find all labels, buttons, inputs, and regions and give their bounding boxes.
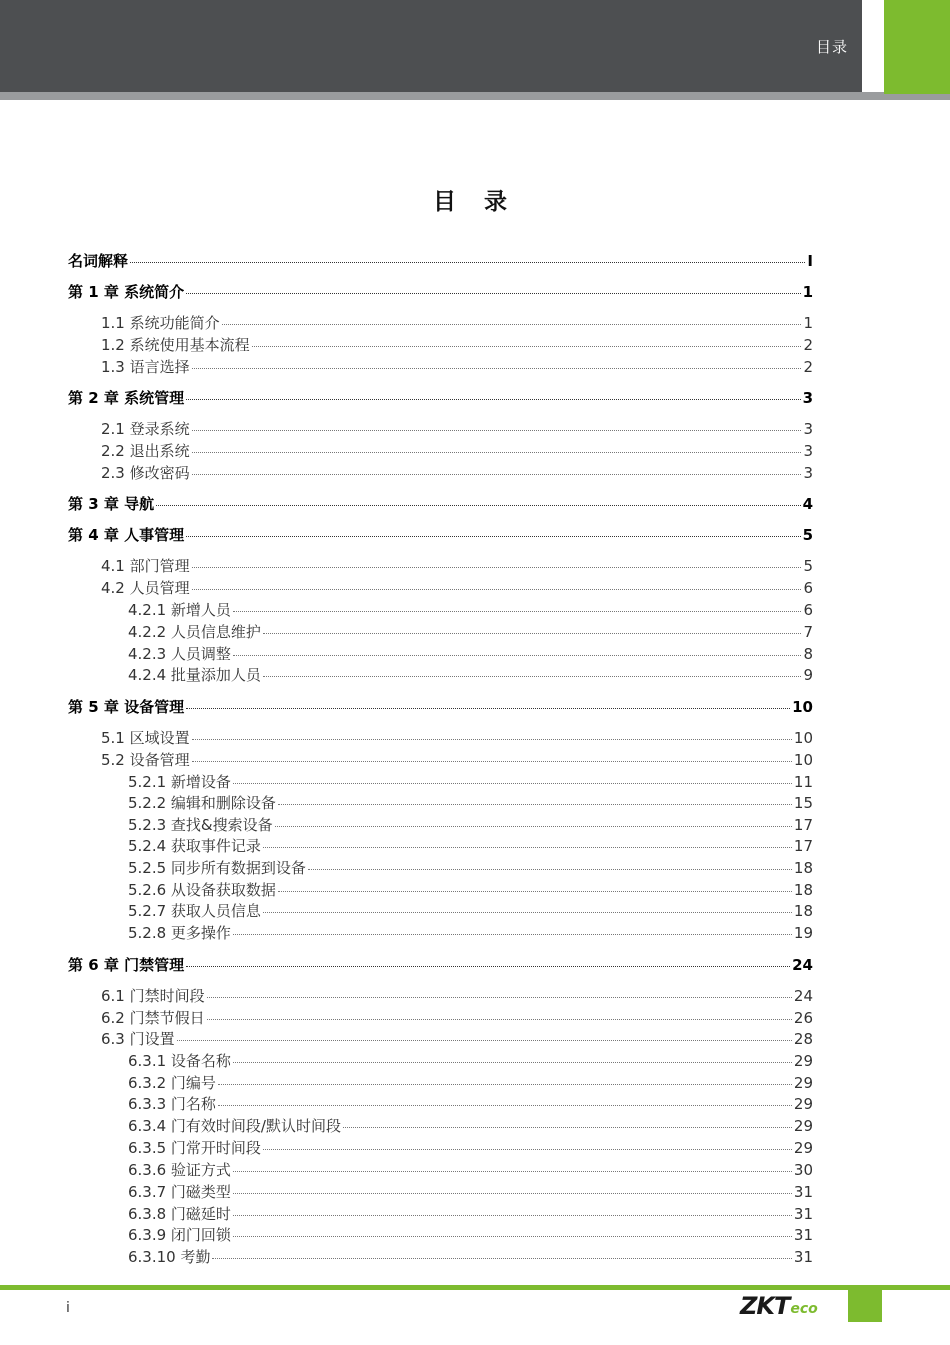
toc-entry[interactable] bbox=[68, 750, 813, 770]
toc-leader-dots bbox=[186, 536, 800, 537]
toc-entry-label: 1.3 语言选择 bbox=[101, 358, 190, 376]
toc-leader-dots bbox=[207, 1019, 792, 1020]
toc-entry[interactable] bbox=[68, 1073, 813, 1093]
toc-entry[interactable] bbox=[68, 1051, 813, 1071]
toc-entry[interactable] bbox=[68, 556, 813, 576]
toc-entry-label: 6.3.7 门磁类型 bbox=[128, 1183, 231, 1201]
footer-page-number: i bbox=[66, 1300, 70, 1316]
toc-entry-label: 6.2 门禁节假日 bbox=[101, 1009, 205, 1027]
toc-entry-label: 第 6 章 门禁管理 bbox=[68, 956, 185, 974]
toc-entry-page: 24 bbox=[792, 956, 813, 974]
toc-leader-dots bbox=[233, 1062, 792, 1063]
toc-entry-page: 6 bbox=[803, 601, 813, 619]
toc-entry[interactable] bbox=[68, 836, 813, 856]
toc-entry[interactable] bbox=[68, 578, 813, 598]
toc-entry[interactable] bbox=[68, 357, 813, 377]
toc-entry-label: 6.3.5 门常开时间段 bbox=[128, 1139, 261, 1157]
toc-entry[interactable] bbox=[68, 1029, 813, 1049]
toc-entry-page: 29 bbox=[793, 1052, 813, 1070]
toc-entry[interactable] bbox=[68, 1204, 813, 1224]
toc-entry-page: 3 bbox=[802, 389, 813, 407]
toc-entry-page: I bbox=[807, 252, 813, 270]
toc-entry-page: 2 bbox=[803, 336, 813, 354]
toc-entry[interactable] bbox=[68, 986, 813, 1006]
toc-entry-page: 31 bbox=[793, 1248, 813, 1266]
toc-leader-dots bbox=[233, 1193, 792, 1194]
toc-entry-label: 6.3.8 门磁延时 bbox=[128, 1205, 231, 1223]
toc-entry-page: 19 bbox=[793, 924, 813, 942]
toc-entry-label: 4.2.4 批量添加人员 bbox=[128, 666, 261, 684]
toc-entry[interactable] bbox=[68, 1116, 813, 1136]
toc-entry-page: 17 bbox=[793, 837, 813, 855]
toc-leader-dots bbox=[192, 589, 802, 590]
toc-leader-dots bbox=[308, 869, 792, 870]
toc-entry-label: 6.3.2 门编号 bbox=[128, 1074, 216, 1092]
toc-leader-dots bbox=[212, 1258, 791, 1259]
toc-leader-dots bbox=[278, 891, 792, 892]
toc-entry-label: 5.2.3 查找&搜索设备 bbox=[128, 816, 273, 834]
toc-entry-label: 第 2 章 系统管理 bbox=[68, 389, 185, 407]
toc-entry-page: 18 bbox=[793, 881, 813, 899]
toc-entry-page: 5 bbox=[802, 526, 813, 544]
toc-entry-label: 5.2.8 更多操作 bbox=[128, 924, 231, 942]
toc-leader-dots bbox=[233, 1171, 792, 1172]
toc-leader-dots bbox=[263, 633, 802, 634]
toc-entry[interactable] bbox=[68, 665, 813, 685]
toc-entry[interactable] bbox=[68, 525, 813, 545]
toc-entry-label: 6.3.3 门名称 bbox=[128, 1095, 216, 1113]
toc-entry-page: 9 bbox=[803, 666, 813, 684]
toc-leader-dots bbox=[343, 1127, 792, 1128]
toc-entry-label: 第 3 章 导航 bbox=[68, 495, 155, 513]
toc-leader-dots bbox=[177, 1040, 792, 1041]
toc-entry-label: 第 1 章 系统简介 bbox=[68, 283, 185, 301]
toc-entry[interactable] bbox=[68, 251, 813, 271]
logo-sub-text: eco bbox=[790, 1301, 818, 1317]
toc-entry[interactable] bbox=[68, 335, 813, 355]
header-bar bbox=[0, 0, 862, 92]
toc-entry[interactable] bbox=[68, 901, 813, 921]
toc-leader-dots bbox=[130, 262, 805, 263]
toc-leader-dots bbox=[222, 324, 802, 325]
toc-leader-dots bbox=[192, 368, 802, 369]
toc-entry-page: 3 bbox=[803, 420, 813, 438]
header-divider bbox=[0, 92, 950, 100]
toc-entry-label: 1.2 系统使用基本流程 bbox=[101, 336, 250, 354]
toc-entry-label: 5.1 区域设置 bbox=[101, 729, 190, 747]
toc-entry-page: 7 bbox=[803, 623, 813, 641]
toc-entry-page: 10 bbox=[792, 698, 813, 716]
toc-leader-dots bbox=[263, 912, 792, 913]
toc-entry[interactable] bbox=[68, 1094, 813, 1114]
toc-entry-page: 3 bbox=[803, 442, 813, 460]
toc-entry-page: 28 bbox=[793, 1030, 813, 1048]
toc-leader-dots bbox=[233, 783, 792, 784]
toc-leader-dots bbox=[233, 1215, 792, 1216]
toc-entry-page: 18 bbox=[793, 859, 813, 877]
toc-entry[interactable] bbox=[68, 600, 813, 620]
toc-entry[interactable] bbox=[68, 463, 813, 483]
logo-main-text: ZKT bbox=[740, 1292, 790, 1320]
toc-entry-label: 5.2.2 编辑和删除设备 bbox=[128, 794, 276, 812]
toc-leader-dots bbox=[186, 708, 790, 709]
toc-entry[interactable] bbox=[68, 728, 813, 748]
toc-entry[interactable] bbox=[68, 815, 813, 835]
toc-leader-dots bbox=[218, 1084, 792, 1085]
toc-entry[interactable] bbox=[68, 282, 813, 302]
toc-leader-dots bbox=[192, 739, 792, 740]
toc-leader-dots bbox=[207, 997, 792, 998]
toc-leader-dots bbox=[192, 761, 792, 762]
toc-entry-page: 29 bbox=[793, 1095, 813, 1113]
toc-entry-label: 5.2.6 从设备获取数据 bbox=[128, 881, 276, 899]
toc-entry-label: 6.3 门设置 bbox=[101, 1030, 175, 1048]
toc-entry-label: 6.3.10 考勤 bbox=[128, 1248, 211, 1266]
toc-entry-page: 30 bbox=[793, 1161, 813, 1179]
zkteco-logo bbox=[740, 1290, 818, 1322]
toc-entry-label: 第 5 章 设备管理 bbox=[68, 698, 185, 716]
toc-entry-page: 29 bbox=[793, 1139, 813, 1157]
toc-entry[interactable] bbox=[68, 388, 813, 408]
toc-entry-label: 2.1 登录系统 bbox=[101, 420, 190, 438]
toc-entry[interactable] bbox=[68, 1138, 813, 1158]
toc-entry-label: 5.2.1 新增设备 bbox=[128, 773, 231, 791]
toc-entry-page: 15 bbox=[793, 794, 813, 812]
toc-entry-label: 6.3.9 闭门回锁 bbox=[128, 1226, 231, 1244]
toc-leader-dots bbox=[263, 847, 792, 848]
toc-entry-label: 名词解释 bbox=[68, 252, 129, 270]
toc-entry-label: 2.2 退出系统 bbox=[101, 442, 190, 460]
toc-entry[interactable] bbox=[68, 1225, 813, 1245]
toc-entry-page: 3 bbox=[803, 464, 813, 482]
toc-entry-page: 1 bbox=[802, 283, 813, 301]
toc-entry[interactable] bbox=[68, 772, 813, 792]
toc-leader-dots bbox=[278, 804, 792, 805]
toc-leader-dots bbox=[156, 505, 800, 506]
toc-entry-page: 5 bbox=[803, 557, 813, 575]
toc-leader-dots bbox=[186, 399, 800, 400]
toc-entry[interactable] bbox=[68, 1160, 813, 1180]
footer-accent-block bbox=[848, 1288, 882, 1322]
toc-leader-dots bbox=[192, 474, 802, 475]
toc-entry[interactable] bbox=[68, 644, 813, 664]
toc-entry-label: 4.2.1 新增人员 bbox=[128, 601, 231, 619]
toc-entry-page: 29 bbox=[793, 1117, 813, 1135]
toc-leader-dots bbox=[186, 966, 790, 967]
toc-entry-label: 5.2.5 同步所有数据到设备 bbox=[128, 859, 306, 877]
toc-entry[interactable] bbox=[68, 955, 813, 975]
page-title: 目 录 bbox=[432, 189, 517, 215]
toc-entry-page: 31 bbox=[793, 1226, 813, 1244]
toc-entry-label: 第 4 章 人事管理 bbox=[68, 526, 185, 544]
toc-entry-page: 2 bbox=[803, 358, 813, 376]
toc-entry-label: 1.1 系统功能简介 bbox=[101, 314, 220, 332]
toc-entry-label: 2.3 修改密码 bbox=[101, 464, 190, 482]
toc-entry[interactable] bbox=[68, 419, 813, 439]
toc-entry-page: 8 bbox=[803, 645, 813, 663]
toc-entry-page: 26 bbox=[793, 1009, 813, 1027]
toc-entry[interactable] bbox=[68, 858, 813, 878]
toc-entry-page: 29 bbox=[793, 1074, 813, 1092]
toc-entry-label: 6.3.1 设备名称 bbox=[128, 1052, 231, 1070]
toc-entry-page: 11 bbox=[793, 773, 813, 791]
toc-entry-page: 31 bbox=[793, 1205, 813, 1223]
toc-leader-dots bbox=[233, 611, 802, 612]
toc-leader-dots bbox=[233, 934, 792, 935]
toc-entry[interactable] bbox=[68, 697, 813, 717]
toc-entry-page: 10 bbox=[793, 729, 813, 747]
toc-entry[interactable] bbox=[68, 923, 813, 943]
toc-entry-label: 5.2.4 获取事件记录 bbox=[128, 837, 261, 855]
toc-entry[interactable] bbox=[68, 880, 813, 900]
toc-entry-page: 6 bbox=[803, 579, 813, 597]
toc-entry-page: 31 bbox=[793, 1183, 813, 1201]
toc-entry-label: 4.2.2 人员信息维护 bbox=[128, 623, 261, 641]
toc-leader-dots bbox=[263, 676, 802, 677]
toc-entry-label: 6.1 门禁时间段 bbox=[101, 987, 205, 1005]
toc-entry[interactable] bbox=[68, 494, 813, 514]
toc-entry-label: 4.1 部门管理 bbox=[101, 557, 190, 575]
toc-leader-dots bbox=[263, 1149, 792, 1150]
toc-leader-dots bbox=[186, 293, 800, 294]
toc-leader-dots bbox=[233, 1236, 792, 1237]
toc-leader-dots bbox=[192, 430, 802, 431]
toc-entry[interactable] bbox=[68, 622, 813, 642]
toc-entry[interactable] bbox=[68, 1247, 813, 1267]
toc-entry-page: 17 bbox=[793, 816, 813, 834]
header-title: 目录 bbox=[815, 38, 848, 56]
toc-leader-dots bbox=[275, 826, 792, 827]
toc-entry[interactable] bbox=[68, 313, 813, 333]
toc-leader-dots bbox=[192, 452, 802, 453]
toc-leader-dots bbox=[218, 1105, 792, 1106]
toc-entry-page: 1 bbox=[803, 314, 813, 332]
toc-entry-page: 18 bbox=[793, 902, 813, 920]
toc-entry-label: 4.2 人员管理 bbox=[101, 579, 190, 597]
toc-leader-dots bbox=[192, 567, 802, 568]
toc-entry-label: 6.3.4 门有效时间段/默认时间段 bbox=[128, 1117, 341, 1135]
toc-leader-dots bbox=[233, 655, 802, 656]
toc-entry-page: 4 bbox=[802, 495, 813, 513]
header-accent-block bbox=[884, 0, 950, 94]
toc-leader-dots bbox=[252, 346, 802, 347]
toc-entry-page: 24 bbox=[793, 987, 813, 1005]
toc-entry-label: 5.2 设备管理 bbox=[101, 751, 190, 769]
toc-entry-label: 5.2.7 获取人员信息 bbox=[128, 902, 261, 920]
toc-entry[interactable] bbox=[68, 793, 813, 813]
toc-entry[interactable] bbox=[68, 1182, 813, 1202]
toc-entry-page: 10 bbox=[793, 751, 813, 769]
toc-entry-label: 4.2.3 人员调整 bbox=[128, 645, 231, 663]
toc-entry[interactable] bbox=[68, 1008, 813, 1028]
toc-entry-label: 6.3.6 验证方式 bbox=[128, 1161, 231, 1179]
toc-entry[interactable] bbox=[68, 441, 813, 461]
